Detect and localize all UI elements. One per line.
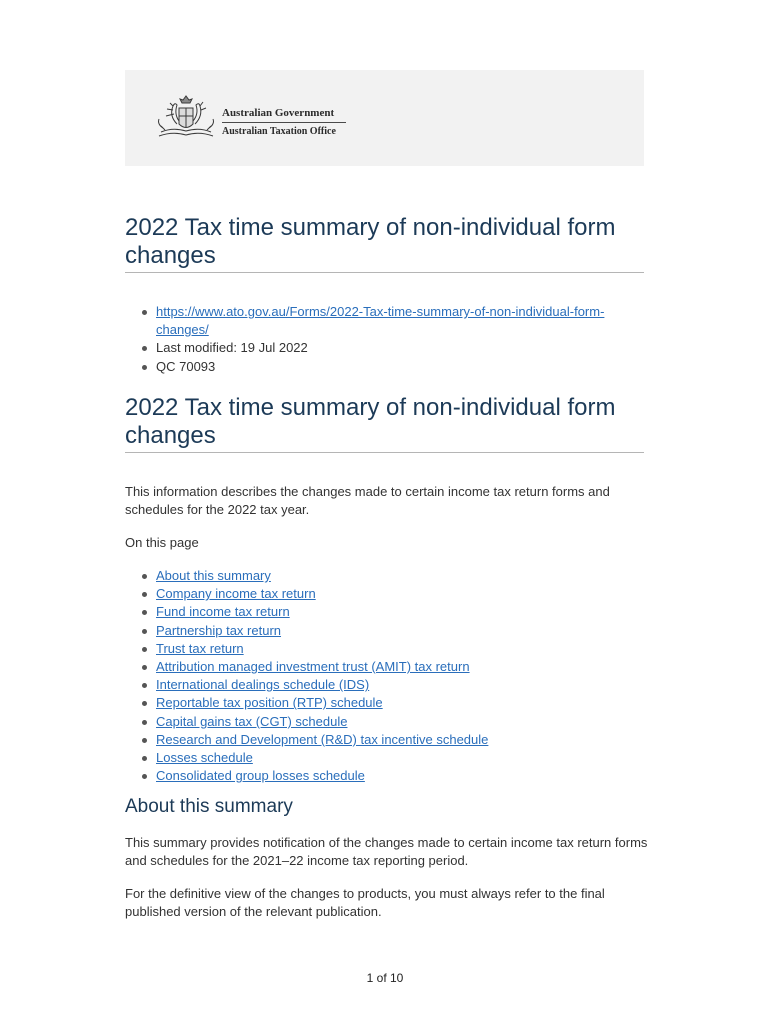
logo-government-text: Australian Government bbox=[222, 106, 346, 123]
toc-link[interactable]: Partnership tax return bbox=[156, 622, 282, 638]
list-item bbox=[125, 603, 644, 621]
list-item bbox=[125, 303, 644, 339]
table-of-contents bbox=[125, 567, 644, 785]
logo-ato-text: Australian Taxation Office bbox=[222, 126, 336, 137]
toc-link[interactable]: Research and Development (R&D) tax incentive schedule bbox=[156, 731, 489, 747]
list-item bbox=[125, 676, 644, 694]
document-meta-list bbox=[125, 303, 644, 376]
list-item bbox=[125, 585, 644, 603]
toc-link[interactable]: Consolidated group losses schedule bbox=[156, 768, 365, 784]
header-banner bbox=[125, 70, 644, 166]
toc-link[interactable]: International dealings schedule (IDS) bbox=[156, 677, 370, 693]
toc-link[interactable]: About this summary bbox=[156, 568, 271, 583]
qc-number-text: QC 70093 bbox=[125, 358, 644, 376]
about-paragraph-1: This summary provides notification of the changes made to certain income tax return forms and schedules for the 2021–22 income tax reporting period. bbox=[125, 835, 648, 868]
list-item bbox=[125, 713, 644, 731]
toc-link[interactable]: Losses schedule bbox=[156, 750, 253, 766]
toc-link[interactable]: Fund income tax return bbox=[156, 604, 290, 620]
document-title: 2022 Tax time summary of non-individual form changes bbox=[125, 214, 644, 273]
list-item bbox=[125, 658, 644, 676]
list-item bbox=[125, 622, 644, 640]
list-item bbox=[125, 567, 644, 585]
toc-link[interactable]: Trust tax return bbox=[156, 640, 244, 656]
list-item bbox=[125, 749, 644, 767]
section-heading-about: About this summary bbox=[125, 796, 293, 817]
list-item bbox=[125, 694, 644, 712]
toc-link[interactable]: Company income tax return bbox=[156, 586, 316, 602]
source-url-link[interactable]: https://www.ato.gov.au/Forms/2022-Tax-time-summary-of-non-individual-form-changes/ bbox=[156, 304, 605, 338]
toc-link[interactable]: Attribution managed investment trust (AMIT) tax return bbox=[156, 659, 470, 675]
toc-link[interactable]: Capital gains tax (CGT) schedule bbox=[156, 713, 348, 729]
about-paragraph-2: For the definitive view of the changes to products, you must always refer to the final published version of the relevant publication. bbox=[125, 886, 605, 919]
intro-paragraph: This information describes the changes made to certain income tax return forms and schedules for the 2022 tax year. bbox=[125, 484, 610, 517]
coat-of-arms-icon bbox=[153, 94, 219, 142]
toc-link[interactable]: Reportable tax position (RTP) schedule bbox=[156, 695, 383, 711]
list-item bbox=[125, 731, 644, 749]
list-item bbox=[125, 767, 644, 785]
ato-logo[interactable] bbox=[153, 94, 353, 144]
on-this-page-label: On this page bbox=[125, 535, 199, 550]
last-modified-text: Last modified: 19 Jul 2022 bbox=[125, 339, 644, 357]
content-title: 2022 Tax time summary of non-individual form changes bbox=[125, 394, 644, 453]
page-number: 1 of 10 bbox=[366, 971, 404, 985]
list-item bbox=[125, 640, 644, 658]
